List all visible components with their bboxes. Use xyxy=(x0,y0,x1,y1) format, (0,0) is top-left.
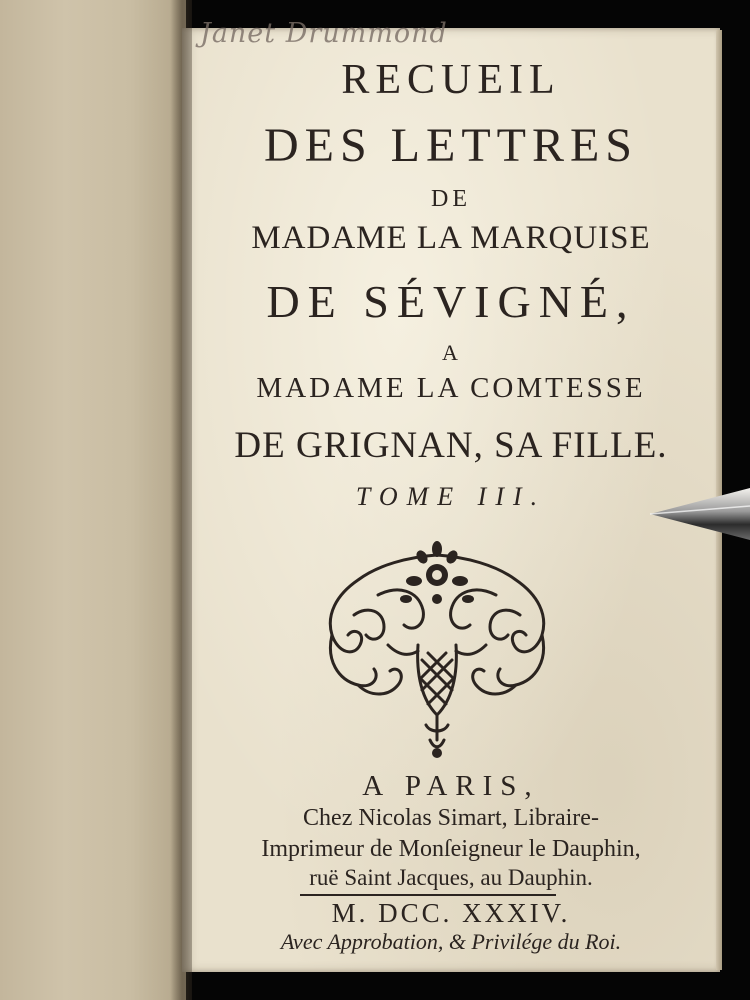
title-de: DE xyxy=(431,186,471,212)
title-grignan: DE GRIGNAN, SA FILLE. xyxy=(234,425,668,466)
imprint-date: M. DCC. XXXIV. xyxy=(331,898,571,928)
title-des-lettres: DES LETTRES xyxy=(264,119,638,172)
title-tome: TOME III. xyxy=(355,482,547,511)
imprint-address: ruë Saint Jacques, au Dauphin. xyxy=(309,865,593,890)
title-a: A xyxy=(442,340,460,365)
imprint-privilege: Avec Approbation, & Privilége du Roi. xyxy=(280,929,622,954)
owner-signature: Janet Drummond xyxy=(200,18,448,49)
imprint-printer: Imprimeur de Monſeigneur le Dauphin, xyxy=(261,836,641,862)
title-recueil: RECUEIL xyxy=(341,57,561,103)
imprint-city: A PARIS, xyxy=(362,770,540,802)
imprint-rule xyxy=(300,894,556,896)
printer-ornament-icon xyxy=(318,535,556,760)
left-blank-page xyxy=(0,0,186,1000)
title-madame-marquise: MADAME LA MARQUISE xyxy=(251,220,651,256)
title-madame-comtesse: MADAME LA COMTESSE xyxy=(256,372,646,404)
title-sevigne: DE SÉVIGNÉ, xyxy=(266,276,636,327)
imprint-publisher: Chez Nicolas Simart, Libraire- xyxy=(303,805,599,831)
metal-pointer-icon xyxy=(648,484,750,542)
